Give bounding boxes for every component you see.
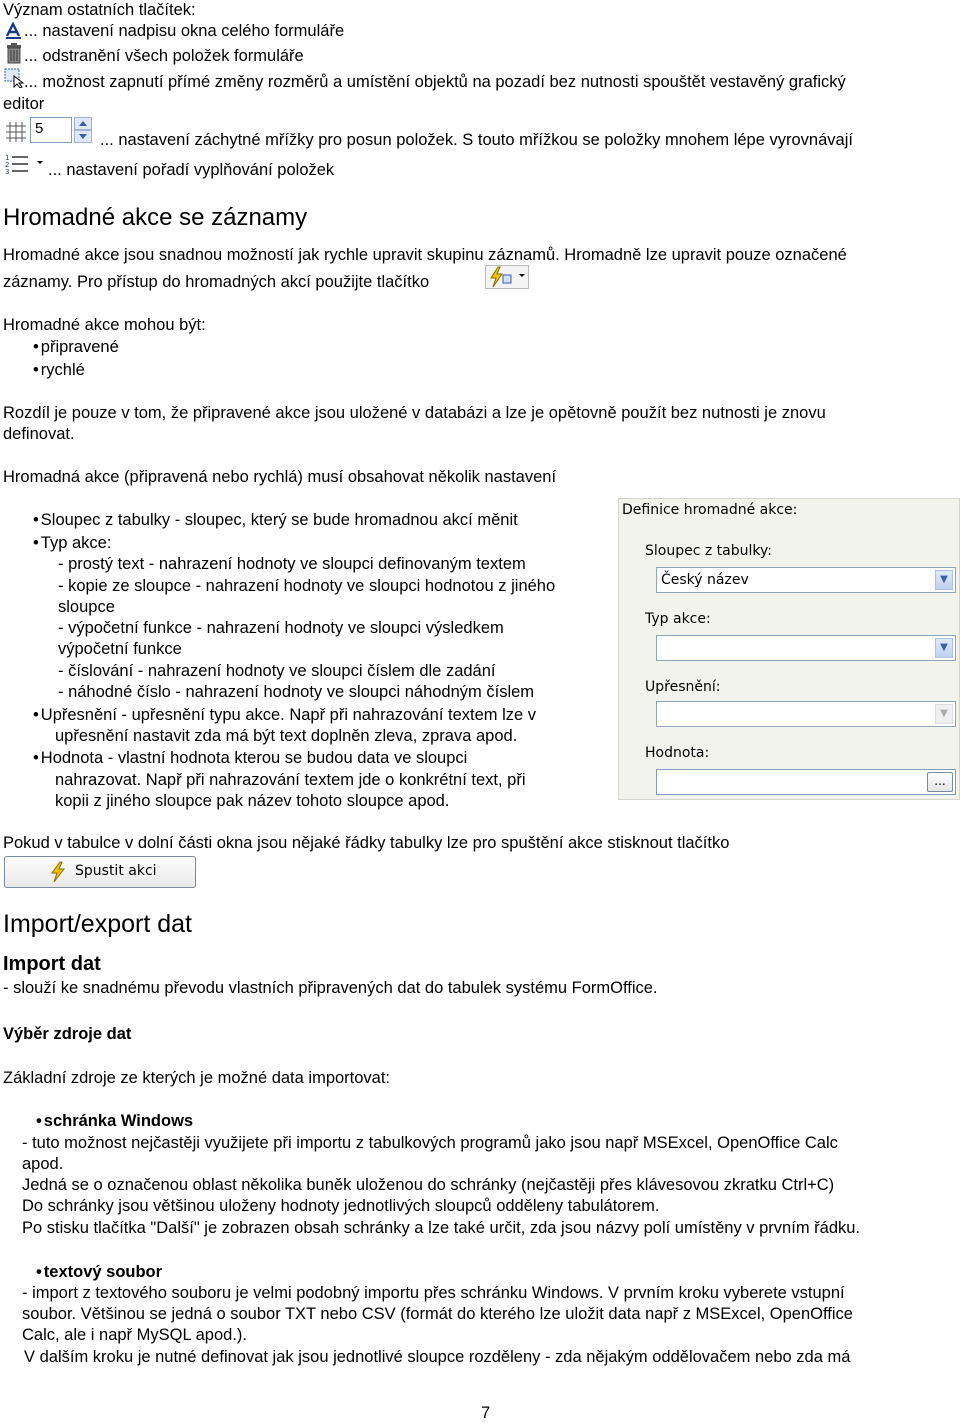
textfile-line: soubor. Většinou se jedná o soubor TXT nebo CSV (formát do kterého lze uložit data např z MSExcel, OpenOffice [22, 1305, 853, 1323]
column-select[interactable] [656, 567, 956, 593]
svg-text:1: 1 [5, 154, 10, 162]
diff-line1: Rozdíl je pouze v tom, že připravené akce jsou uložené v databázi a lze je opětovně použít bez nutnosti je znovu [3, 404, 826, 422]
value-label: Hodnota: [645, 745, 710, 761]
chevron-down-icon[interactable]: ▼ [935, 704, 953, 724]
column-select-value: Český název [661, 572, 749, 588]
list-item: - náhodné číslo - nahrazení hodnoty ve sloupci náhodným číslem [58, 683, 535, 701]
bulk-title: Hromadné akce se záznamy [3, 204, 308, 231]
value-browse-button[interactable]: ... [927, 772, 953, 792]
source-title: Výběr zdroje dat [3, 1025, 132, 1043]
svg-text:3: 3 [5, 168, 10, 176]
intro-heading: Význam ostatních tlačítek: [3, 1, 196, 19]
list-item: • Upřesnění - upřesnění typu akce. Např při nahrazování textem lze v [33, 705, 536, 726]
textfile-line: Calc, ale i např MySQL apod.). [22, 1326, 247, 1344]
grid-size-input[interactable]: 5 [30, 117, 72, 143]
list-item: výpočetní funkce [58, 640, 182, 658]
resize-btn-desc-cont: editor [3, 95, 45, 113]
grid-size-stepper[interactable] [74, 117, 92, 143]
title-font-icon[interactable] [4, 22, 24, 40]
clipboard-title: • schránka Windows [36, 1111, 193, 1132]
type-select[interactable] [656, 635, 956, 661]
tab-order-icon[interactable] [4, 152, 46, 176]
bulk-p1-line2: záznamy. Pro přístup do hromadných akcí použijte tlačítko [3, 273, 430, 291]
list-item: • Hodnota - vlastní hodnota kterou se budou data ve sloupci [33, 748, 467, 769]
grid-icon [4, 120, 28, 144]
panel-title: Definice hromadné akce: [622, 502, 798, 518]
list-item: upřesnění nastavit zda má být text doplněn zleva, zprava apod. [55, 727, 518, 745]
list-item: • Sloupec z tabulky - sloupec, který se bude hromadnou akcí měnit [33, 510, 518, 531]
clipboard-line: Do schránky jsou většinou uloženy hodnoty jednotlivých sloupců odděleny tabulátorem. [22, 1197, 660, 1215]
chevron-down-icon[interactable]: ▼ [935, 570, 953, 590]
resize-objects-icon[interactable] [4, 68, 26, 88]
import-desc: - slouží ke snadnému převodu vlastních připravených dat do tabulek systému FormOffice. [3, 979, 658, 997]
grid-btn-desc: ... nastavení záchytné mřížky pro posun položek. S touto mřížkou se položky mnohem lépe vyrovnávají [100, 131, 853, 149]
chevron-down-icon[interactable]: ▼ [935, 638, 953, 658]
bulk-action-panel [618, 498, 960, 800]
types-intro: Hromadné akce mohou být: [3, 316, 206, 334]
spec-label: Upřesnění: [645, 679, 721, 695]
clipboard-line: Jedná se o označenou oblast několika buněk uloženou do schránky (nejčastěji přes klávesovou zkratku Ctrl+C) [22, 1176, 835, 1194]
list-item: - výpočetní funkce - nahrazení hodnoty ve sloupci výsledkem [58, 619, 504, 637]
list-item: • Typ akce: [33, 533, 111, 554]
list-item: kopii z jiného sloupce pak název tohoto sloupce apod. [55, 792, 450, 810]
clipboard-line: - tuto možnost nejčastěji využijete při importu z tabulkových programů jako jsou např MSExcel, OpenOffice Calc [22, 1134, 838, 1152]
import-subtitle: Import dat [3, 953, 101, 975]
import-title: Import/export dat [3, 910, 192, 938]
value-input[interactable] [656, 769, 956, 795]
list-item: - kopie ze sloupce - nahrazení hodnoty ve sloupci hodnotou z jiného [58, 577, 556, 595]
type-prepared: • připravené [33, 337, 119, 358]
column-label: Sloupec z tabulky: [645, 543, 772, 559]
svg-text:2: 2 [5, 161, 10, 169]
page-number: 7 [481, 1404, 491, 1422]
type-label: Typ akce: [645, 611, 711, 627]
trash-icon[interactable] [4, 42, 24, 64]
textfile-line: V dalším kroku je nutné definovat jak jsou jednotlivé sloupce rozděleny - zda nějakým oddělovačem nebo zda má [24, 1348, 851, 1366]
lightning-icon [49, 861, 67, 888]
order-btn-desc: ... nastavení pořadí vyplňování položek [48, 161, 335, 179]
source-intro: Základní zdroje ze kterých je možné data importovat: [3, 1069, 391, 1087]
list-item: nahrazovat. Např při nahrazování textem jde o konkrétní text, při [55, 771, 526, 789]
bulk-actions-icon[interactable] [485, 265, 529, 289]
title-btn-desc: ... nastavení nadpisu okna celého formuláře [24, 22, 345, 40]
list-item: - prostý text - nahrazení hodnoty ve sloupci definovaným textem [58, 555, 526, 573]
textfile-line: - import z textového souboru je velmi podobný importu přes schránku Windows. V prvním kroku vyberete vstupní [22, 1284, 845, 1302]
diff-line2: definovat. [3, 425, 75, 443]
settings-intro: Hromadná akce (připravená nebo rychlá) musí obsahovat několik nastavení [3, 468, 557, 486]
clipboard-line: Po stisku tlačítka "Další" je zobrazen obsah schránky a lze také určit, zda jsou názvy polí umístěny v prvním řádku. [22, 1219, 861, 1237]
resize-btn-desc: ... možnost zapnutí přímé změny rozměrů a umístění objektů na pozadí bez nutnosti spouštět vestavěný grafický [24, 73, 846, 91]
run-action-label: Spustit akci [75, 863, 157, 879]
textfile-title: • textový soubor [36, 1262, 162, 1283]
type-quick: • rychlé [33, 360, 85, 381]
list-item: - číslování - nahrazení hodnoty ve sloupci číslem dle zadání [58, 662, 496, 680]
run-action-button[interactable] [4, 856, 196, 888]
spec-select[interactable] [656, 701, 956, 727]
trash-btn-desc: ... odstranění všech položek formuláře [24, 47, 304, 65]
list-item: sloupce [58, 598, 115, 616]
bulk-p1-line1: Hromadné akce jsou snadnou možností jak rychle upravit skupinu záznamů. Hromadně lze upravit pouze označené [3, 246, 847, 264]
run-intro: Pokud v tabulce v dolní části okna jsou nějaké řádky tabulky lze pro spuštění akce stisknout tlačítko [3, 834, 730, 852]
clipboard-line: apod. [22, 1155, 64, 1173]
